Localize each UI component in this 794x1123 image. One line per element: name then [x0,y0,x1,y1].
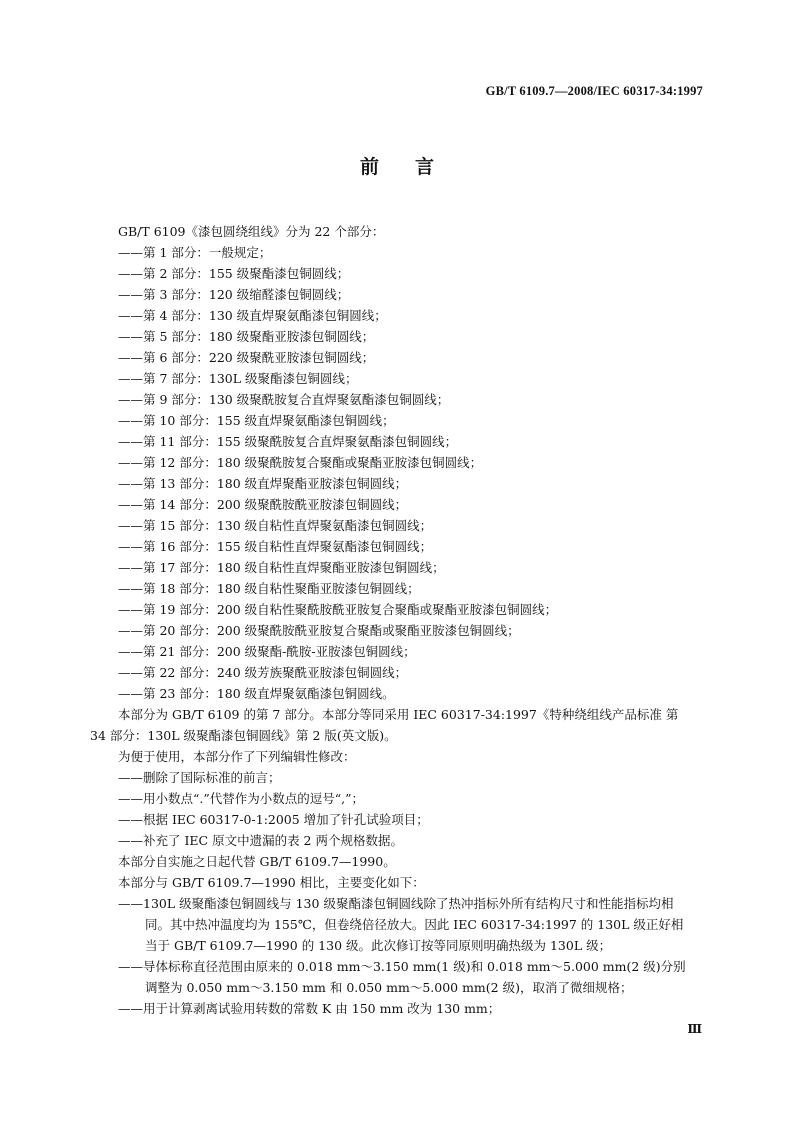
list-item: ——第 23 部分：180 级直焊聚氨酯漆包铜圆线。 [118,686,395,701]
list-item: ——第 9 部分：130 级聚酰胺复合直焊聚氨酯漆包铜圆线； [118,392,450,407]
list-item: ——第 10 部分：155 级直焊聚氨酯漆包铜圆线； [118,413,395,428]
page-title: 前言 [359,156,470,178]
list-item: ——用于计算剥离试验用转数的常数 K 由 150 mm 改为 130 mm； [118,1001,501,1016]
list-item: ——第 2 部分：155 级聚酯漆包铜圆线； [118,266,350,281]
page-number: Ⅲ [687,1022,702,1036]
list-item: ——第 19 部分：200 级自粘性聚酰胺酰亚胺复合聚酯或聚酯亚胺漆包铜圆线； [118,602,558,617]
foreword-body [90,221,690,1019]
list-item: ——第 15 部分：130 级自粘性直焊聚氨酯漆包铜圆线； [118,518,433,533]
list-item: ——第 1 部分：一般规定； [118,245,272,260]
list-item: ——第 7 部分：130L 级聚酯漆包铜圆线； [118,371,358,386]
list-item: ——第 18 部分：180 级自粘性聚酯亚胺漆包铜圆线； [118,581,420,596]
list-item: ——删除了国际标准的前言； [118,770,281,785]
list-item: ——第 14 部分：200 级聚酰胺酰亚胺漆包铜圆线； [118,497,408,512]
editorial-intro: 为便于使用，本部分作了下列编辑性修改： [118,749,356,764]
changes-intro: 本部分与 GB/T 6109.7—1990 相比，主要变化如下： [118,875,425,890]
list-item: ——第 6 部分：220 级聚酰亚胺漆包铜圆线； [118,350,375,365]
list-item: ——第 3 部分：120 级缩醛漆包铜圆线； [118,287,350,302]
list-item: ——用小数点“.”代替作为小数点的逗号“,”； [118,791,365,806]
editorial-changes-list [118,767,690,851]
parts-list [118,242,690,704]
list-item: ——第 12 部分：180 级聚酰胺复合聚酯或聚酯亚胺漆包铜圆线； [118,455,483,470]
list-item: ——第 17 部分：180 级自粘性直焊聚酯亚胺漆包铜圆线； [118,560,445,575]
list-item: ——第 13 部分：180 级直焊聚酯亚胺漆包铜圆线； [118,476,408,491]
list-item: ——130L 级聚酯漆包铜圆线与 130 级聚酯漆包铜圆线除了热冲指标外所有结构尺寸和性能指标均相同。其中热冲温度均为 155℃，但卷绕倍径放大。因此 IEC 60317-34:1997 的 130L 级正好相当于 GB/T 6109.7—1990 的 130 级。此次修订按等同原则明确热级为 130L 级； [118,896,684,953]
list-item: ——第 20 部分：200 级聚酰胺酰亚胺复合聚酯或聚酯亚胺漆包铜圆线； [118,623,520,638]
list-item: ——第 5 部分：180 级聚酯亚胺漆包铜圆线； [118,329,375,344]
list-item: ——第 16 部分：155 级自粘性直焊聚氨酯漆包铜圆线； [118,539,433,554]
list-item: ——补充了 IEC 原文中遗漏的表 2 两个规格数据。 [118,833,403,848]
list-item: ——第 22 部分：240 级芳族聚酰亚胺漆包铜圆线； [118,665,408,680]
main-changes-list [118,893,690,1019]
replaces-statement: 本部分自实施之日起代替 GB/T 6109.7—1990。 [118,854,396,869]
list-item: ——第 21 部分：200 级聚酯-酰胺-亚胺漆包铜圆线； [118,644,416,659]
list-item: ——第 4 部分：130 级直焊聚氨酯漆包铜圆线； [118,308,387,323]
equivalence-paragraph: 本部分为 GB/T 6109 的第 7 部分。本部分等同采用 IEC 60317-34:1997《特种绕组线产品标准 第 34 部分：130L 级聚酯漆包铜圆线》第 2 版(英文版)。 [90,707,679,743]
intro-text: GB/T 6109《漆包圆绕组线》分为 22 个部分： [118,224,385,239]
standard-number-header: GB/T 6109.7—2008/IEC 60317-34:1997 [485,84,703,98]
list-item: ——第 11 部分：155 级聚酰胺复合直焊聚氨酯漆包铜圆线； [118,434,458,449]
list-item: ——根据 IEC 60317-0-1:2005 增加了针孔试验项目； [118,812,429,827]
list-item: ——导体标称直径范围由原来的 0.018 mm～3.150 mm(1 级)和 0.018 mm～5.000 mm(2 级)分别调整为 0.050 mm～3.150 mm 和 0.050 mm～5.000 mm(2 级)，取消了微细规格； [118,959,686,995]
